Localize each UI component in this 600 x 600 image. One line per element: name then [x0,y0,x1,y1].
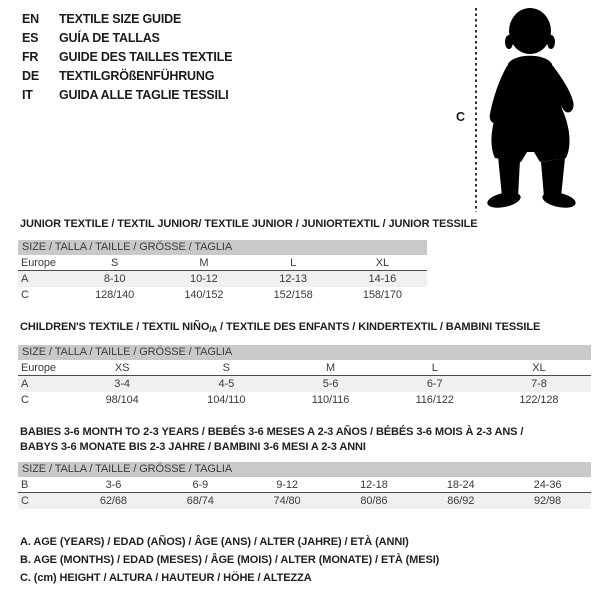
children-size-table [18,345,591,408]
language-title: GUIDE DES TAILLES TEXTILE [59,50,233,64]
value-cell: 24-36 [533,479,562,491]
children-title-post: / TEXTILE DES ENFANTS / KINDERTEXTIL / BAMBINI TESSILE [217,321,541,333]
size-cell: S [111,257,119,269]
table-row-europe [18,255,427,271]
value-cell: 12-13 [279,273,307,285]
babies-size-table [18,462,591,509]
table-row-europe [18,360,591,376]
value-cell: 14-16 [368,273,397,285]
value-cell: 116/122 [415,394,454,406]
junior-size-table [18,240,427,303]
size-cell: L [290,257,297,269]
language-row-en [22,10,232,29]
language-row-fr [22,48,232,67]
language-list [22,10,232,105]
value-cell: 6-9 [192,479,209,491]
value-cell: 92/98 [534,495,562,507]
junior-table-title: JUNIOR TEXTILE / TEXTIL JUNIOR/ TEXTILE JUNIOR / JUNIORTEXTIL / JUNIOR TESSILE [20,218,478,230]
language-title: TEXTILE SIZE GUIDE [59,12,182,26]
value-cell: 10-12 [190,273,218,285]
children-title-sub: /A [209,325,218,334]
table-row-months [18,477,591,493]
language-row-de [22,67,232,86]
value-cell: 4-5 [218,378,235,390]
legend-footnotes [20,533,439,587]
table-row-age [18,271,427,287]
table-row-age [18,376,591,392]
table-row-height [18,493,591,509]
value-cell: 152/158 [273,289,313,301]
value-cell: 62/68 [99,495,127,507]
language-code: DE [22,69,39,83]
value-cell: 122/128 [519,394,559,406]
toddler-silhouette-image [478,4,590,212]
table-row-height [18,287,427,303]
value-cell: 18-24 [446,479,475,491]
size-header-bar: SIZE / TALLA / TAILLE / GRÖSSE / TAGLIA [18,462,591,477]
size-cell: XL [532,362,546,374]
size-cell: M [199,257,209,269]
row-label: A [21,378,29,390]
value-cell: 68/74 [186,495,214,507]
language-title: TEXTILGRÖßENFÜHRUNG [59,69,215,83]
value-cell: 9-12 [276,479,298,491]
language-title: GUÍA DE TALLAS [59,31,160,45]
babies-title-line2: BABYS 3-6 MONATE BIS 2-3 JAHRE / BAMBINI 3-6 MESI A 2-3 ANNI [20,441,366,453]
size-cell: XS [114,362,130,374]
value-cell: 12-18 [360,479,388,491]
size-cell: S [222,362,230,374]
children-table-title [20,320,540,337]
size-header-bar: SIZE / TALLA / TAILLE / GRÖSSE / TAGLIA [18,345,591,360]
value-cell: 8-10 [103,273,126,285]
row-label: Europe [21,257,56,269]
footnote-age-years: A. AGE (YEARS) / EDAD (AÑOS) / ÂGE (ANS) / ALTER (JAHRE) / ETÀ (ANNI) [20,536,409,548]
babies-table-title [20,425,523,455]
value-cell: 3-6 [105,479,122,491]
language-row-it [22,86,232,105]
children-title-pre: CHILDREN'S TEXTILE / TEXTIL NIÑO [20,321,210,333]
row-label: Europe [21,362,56,374]
value-cell: 98/104 [105,394,139,406]
value-cell: 110/116 [311,394,350,406]
value-cell: 5-6 [322,378,339,390]
language-code: EN [22,12,39,26]
size-cell: XL [375,257,389,269]
row-label: C [21,394,29,406]
language-code: ES [22,31,39,45]
row-label: C [21,289,29,301]
footnote-age-months: B. AGE (MONTHS) / EDAD (MESES) / ÂGE (MOIS) / ALTER (MONATE) / ETÀ (MESI) [20,554,440,566]
value-cell: 140/152 [184,289,224,301]
value-cell: 104/110 [207,394,246,406]
size-cell: L [431,362,438,374]
language-row-es [22,29,232,48]
value-cell: 7-8 [531,378,547,390]
value-cell: 128/140 [95,289,135,301]
language-code: IT [22,88,33,102]
size-cell: M [325,362,336,374]
value-cell: 158/170 [362,289,402,301]
row-label: B [21,479,29,491]
footnote-height-cm: C. (cm) HEIGHT / ALTURA / HAUTEUR / HÖHE / ALTEZZA [20,572,312,584]
row-label: A [21,273,29,285]
height-dashed-line [475,8,477,212]
language-title: GUIDA ALLE TAGLIE TESSILI [59,88,229,102]
table-row-height [18,392,591,408]
value-cell: 3-4 [114,378,130,390]
value-cell: 6-7 [426,378,443,390]
row-label: C [21,495,29,507]
value-cell: 86/92 [447,495,475,507]
value-cell: 74/80 [273,495,301,507]
height-label: C [456,110,466,124]
value-cell: 80/86 [360,495,388,507]
language-code: FR [22,50,39,64]
size-header-bar: SIZE / TALLA / TAILLE / GRÖSSE / TAGLIA [18,240,427,255]
babies-title-line1: BABIES 3-6 MONTH TO 2-3 YEARS / BEBÉS 3-6 MESES A 2-3 AÑOS / BÉBÉS 3-6 MOIS À 2-3 ANS / [20,426,524,438]
